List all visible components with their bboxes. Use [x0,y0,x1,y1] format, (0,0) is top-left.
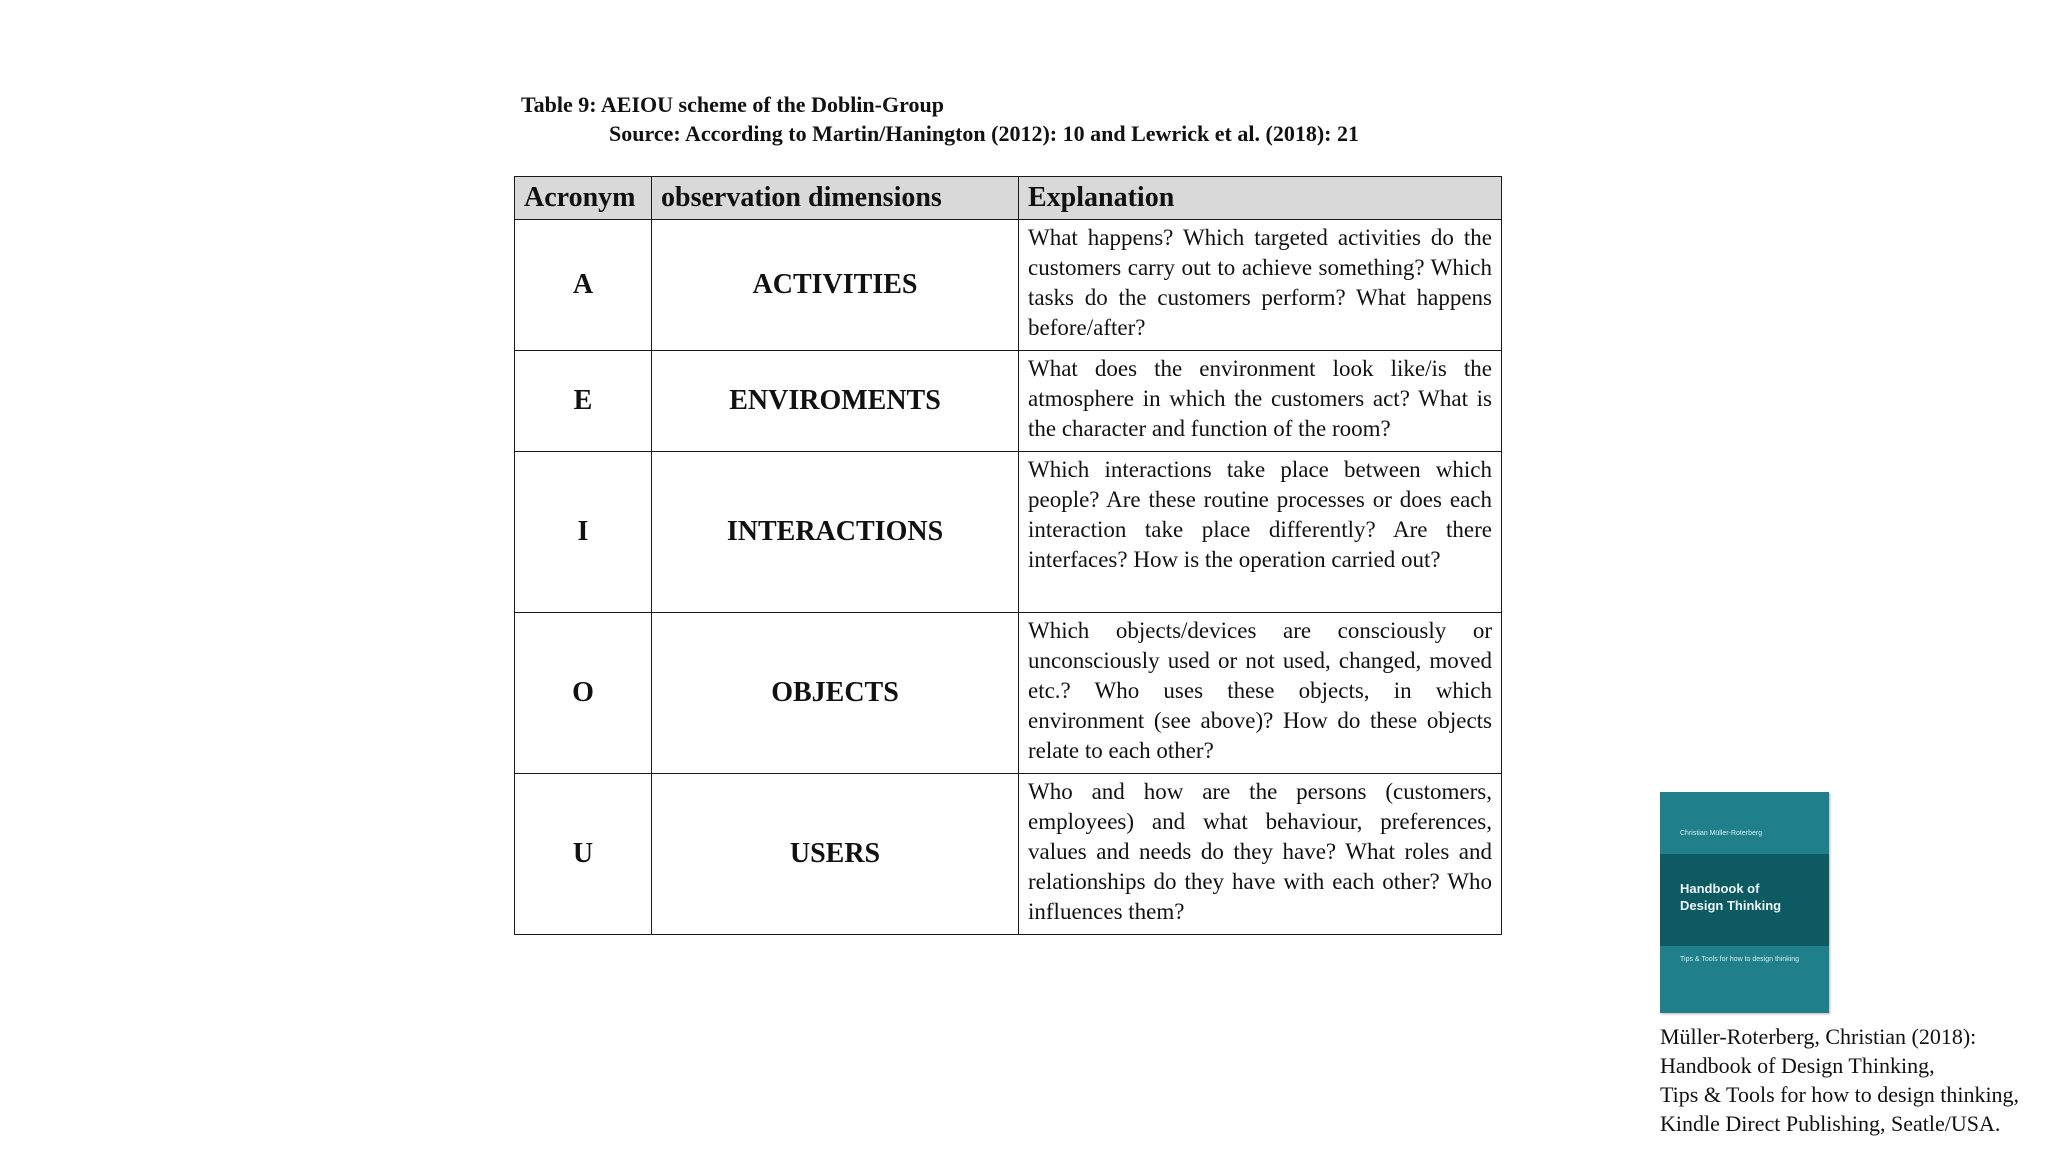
book-reference [1660,1022,2019,1138]
book-cover-title [1680,880,1820,914]
explanation-cell: What does the environment look like/is the atmosphere in which the customers act? What is the character and function of the room? [1019,351,1502,452]
aeiou-table [514,176,1502,935]
book-cover-image [1660,792,1829,1013]
book-cover-subtitle: Tips & Tools for how to design thinking [1680,956,1800,963]
table-header-row [515,177,1502,220]
caption-source: Source: According to Martin/Hanington (2012): 10 and Lewrick et al. (2018): 21 [609,121,1359,146]
header-dimensions: observation dimensions [652,177,1019,220]
acronym-cell: A [515,220,652,351]
reference-line: Handbook of Design Thinking, [1660,1053,1935,1078]
table-row [515,351,1502,452]
book-cover-title-line1: Handbook of [1680,881,1760,896]
table-row [515,613,1502,774]
header-explanation: Explanation [1019,177,1502,220]
caption-title: Table 9: AEIOU scheme of the Doblin-Group [521,92,944,117]
explanation-cell: Which objects/devices are consciously or unconsciously used or not used, changed, moved etc.? Who uses these objects, in which environment (see above)? How do these objects relate to each other? [1019,613,1502,774]
dimension-cell: ACTIVITIES [652,220,1019,351]
explanation-cell: What happens? Which targeted activities do the customers carry out to achieve something? Which tasks do the customers perform? What happens before/after? [1019,220,1502,351]
acronym-cell: E [515,351,652,452]
explanation-cell: Who and how are the persons (customers, employees) and what behaviour, preferences, values and needs do they have? What roles and relationships do they have with each other? Who influences them? [1019,774,1502,935]
table-row [515,452,1502,613]
reference-line: Tips & Tools for how to design thinking, [1660,1082,2020,1107]
header-acronym: Acronym [515,177,652,220]
dimension-cell: OBJECTS [652,613,1019,774]
table-caption [521,90,1359,148]
reference-line: Kindle Direct Publishing, Seatle/USA. [1660,1111,2001,1136]
table-row [515,220,1502,351]
acronym-cell: U [515,774,652,935]
acronym-cell: O [515,613,652,774]
dimension-cell: INTERACTIONS [652,452,1019,613]
book-cover-title-line2: Design Thinking [1680,898,1782,913]
dimension-cell: USERS [652,774,1019,935]
table-row [515,774,1502,935]
dimension-cell: ENVIROMENTS [652,351,1019,452]
reference-line: Müller-Roterberg, Christian (2018): [1660,1024,1977,1049]
acronym-cell: I [515,452,652,613]
book-cover-author: Christian Müller-Roterberg [1680,830,1763,837]
explanation-cell: Which interactions take place between which people? Are these routine processes or does each interaction take place differently? Are there interfaces? How is the operation carried out? [1019,452,1502,613]
